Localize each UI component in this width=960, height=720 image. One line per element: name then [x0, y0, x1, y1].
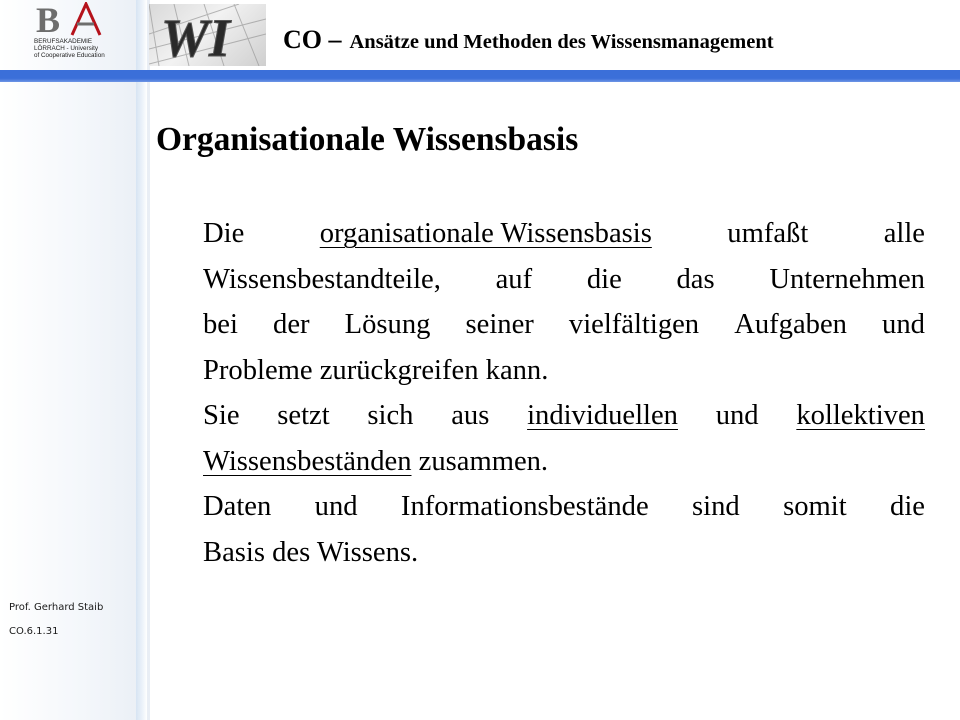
body-word: sind: [692, 491, 740, 522]
body-word: bei: [203, 309, 238, 340]
ba-logo-line: LÖRRACH - University: [34, 45, 99, 53]
ba-logo-line: of Cooperative Education: [34, 52, 105, 60]
underlined-term: organisationale Wissensbasis: [319, 218, 652, 249]
body-word: Lösung: [344, 309, 431, 340]
body-word: alle: [883, 218, 925, 249]
underlined-term: Wissensbeständen: [203, 445, 412, 477]
slide-body-text: [203, 211, 933, 575]
body-line: [203, 484, 925, 530]
header-accent-bar: [0, 70, 960, 82]
body-word: der: [273, 309, 310, 340]
body-word: Basis des Wissens.: [203, 536, 419, 568]
vertical-accent-bar: [136, 0, 147, 720]
wi-logo: [149, 4, 266, 66]
body-word: umfaßt: [727, 218, 809, 249]
ba-logo-mark: [34, 2, 106, 36]
underlined-term: kollektiven: [796, 400, 925, 431]
body-word: Wissensbestandteile,: [203, 263, 441, 295]
presentation-header-title: [283, 22, 774, 58]
body-word: die: [586, 263, 622, 295]
body-word: setzt: [277, 400, 330, 431]
body-word: die: [890, 491, 925, 522]
body-line: [203, 530, 933, 576]
body-word: Probleme zurückgreifen kann.: [203, 354, 549, 386]
body-line: [203, 302, 925, 348]
ba-logo-mark-text: BA: [34, 2, 36, 3]
body-word: Aufgaben: [734, 309, 847, 340]
body-word: aus: [451, 400, 490, 431]
course-abbreviation: CO –: [283, 25, 342, 54]
body-word: zusammen.: [418, 445, 549, 477]
body-word: vielfältigen: [568, 309, 700, 340]
body-line: [203, 393, 925, 439]
footer-author: Prof. Gerhard Staib: [9, 602, 104, 613]
body-word: Die: [203, 218, 245, 249]
body-word: auf: [495, 263, 533, 295]
underlined-term: individuellen: [527, 400, 678, 431]
course-subtitle: Ansätze und Methoden des Wissensmanagement: [349, 31, 774, 53]
body-word: und: [882, 309, 925, 340]
ba-logo-line: BERUFSAKADEMIE: [34, 38, 93, 45]
body-word: Daten: [203, 491, 272, 522]
wi-logo-mark: [149, 4, 266, 66]
body-word: seiner: [465, 309, 534, 340]
slide-title: Organisationale Wissensbasis: [156, 121, 579, 158]
body-line: [203, 439, 933, 485]
ba-logo: [28, 2, 128, 64]
footer-slide-code: CO.6.1.31: [9, 626, 59, 637]
svg-text:B: B: [36, 2, 61, 36]
body-word: und: [715, 400, 759, 431]
body-line: [203, 257, 925, 303]
body-word: das: [676, 263, 715, 295]
body-word: und: [314, 491, 358, 522]
body-word: Informationsbestände: [400, 491, 649, 522]
body-word: somit: [783, 491, 847, 522]
body-word: sich: [367, 400, 414, 431]
body-line: [203, 211, 925, 257]
body-line: [203, 348, 933, 394]
body-word: Unternehmen: [769, 263, 925, 295]
body-word: Sie: [203, 400, 240, 431]
wi-logo-text: WI: [161, 8, 231, 66]
ba-logo-text: [34, 38, 128, 60]
